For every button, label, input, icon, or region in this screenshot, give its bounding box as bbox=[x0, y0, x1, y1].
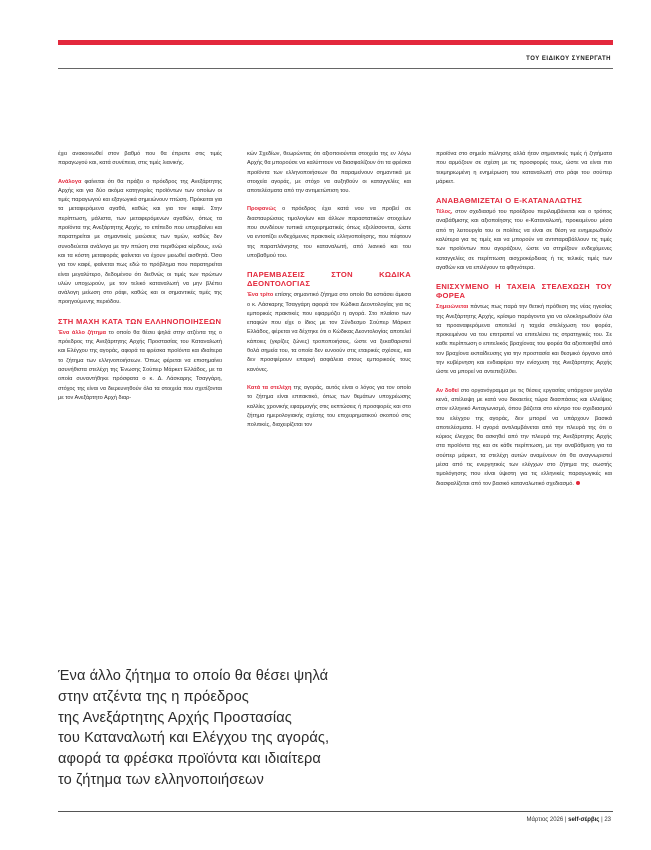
paragraph bbox=[436, 208, 612, 273]
paragraph-text: στο οργανόγραμμα με τις θέσεις εργασίας υπάρχουν μεγάλα κενά, απέλειψη με κατά νου δεκαετίες τώρα διασπάσεις και ελλείψεις στον ελληνικό Ανταγωνισμό, όπου βάζεται στο κέντρο του σχεδιασμού του ελέγχου της αγοράς, δεν μπορεί να υπάρχουν βασικά αποτελέσματα. Η αγορά αντιλαμβάνεται από την πλευρά της ότι ο κύριος έλεγχος θα ασκηθεί από την πλευρά της Ανεξάρτητης Αρχής στα προϊόντα της και σε κάθε περίπτωση, με την αναβάθμιση για τα σούπερ μάρκετ, τα στελέχη αυτών αναμένουν ότι θα αναγνωριστεί μέσα από τις ενεργητικές των ελέγχων στο ζήτημα της σωστής τιμολόγησης που είναι ύψιστη για τις ελληνικές παραγωγικές και διασφαλίζεται από τον βασικό καταναλωτικό σχεδιασμό. bbox=[436, 387, 612, 487]
section-heading: ΣΤΗ ΜΑΧΗ ΚΑΤΑ ΤΩΝ ΕΛΛΗΝΟΠΟΙΗΣΕΩΝ bbox=[58, 316, 222, 326]
paragraph bbox=[58, 150, 222, 169]
paragraph-text: ο πρόεδρος έχει κατά νου να προβεί σε διασταυρώσεις τιμολογίων και άλλων παραστατικών στοιχείων που συνδέουν τυπικά επιχειρηματικές όπως εξελίσσονται, ώστε να εντοπίζει ενδεχόμενες πρακτικές ελληνοποίησης, που πέφτουν της παραπλάνησης του καταναλωτή, από λιανικό και του υποβαθμού του. bbox=[247, 206, 411, 259]
paragraph-text: στον σχεδιασμό του προέδρου περιλαμβάνεται και ο τρόπος αναβάθμισης και αξιοποίησης του e-Καταναλωτή, προκειμένου μέσα από τη λειτουργία του οι πολίτες να είναι σε θέση να ενημερωθούν καλύτερα για τις τιμές και να μπορούν να αντιπαραβάλλουν τις τιμές των προϊόντων που αγοράζουν, ώστε να στηρίζουν ενδεχόμενες καταγγελίες σε περίπτωση αισχροκέρδειας ή τις τελικές τιμές των αγαθών και να επιλέγουν τα φθηνότερα. bbox=[436, 209, 612, 271]
paragraph bbox=[58, 178, 222, 308]
paragraph-text: επίσης σημαντικό ζήτημα στο οποίο θα εστιάσει άμεσα ο κ. Λάσκαρης Τσαγγάρη αφορά τον Κώδικα Δεοντολογίας για τις εμπορικές πρακτικές που εφαρμόζει η αγορά. Στο πλαίσιο των επαφών που είχε ο ίδιος με τον Σύνδεσμο Σούπερ Μάρκετ Ελλάδος, φέρεται να δέχτηκε ότι ο Κώδικας Δεοντολογίας αποτελεί κάποιες (γκρίζες ζώνες) τροποποιήσεις, ώστε να ξεκαθαριστεί θολά σημεία του, τα οποία δεν ευνοούν στις εταιρικές σχέσεις, και δεν προσφέρουν επαρκή ασφάλεια στους εμπορικούς τους κανόνες. bbox=[247, 292, 411, 373]
section-heading: ΕΝΙΣΧΥΜΕΝΟ Η ΤΑΧΕΙΑ ΣΤΕΛΕΧΩΣΗ ΤΟΥ ΦΟΡΕΑ bbox=[436, 282, 612, 301]
article-column-2 bbox=[247, 150, 411, 439]
page-number: | 23 bbox=[601, 817, 611, 823]
page-footer bbox=[526, 817, 611, 823]
article-column-3 bbox=[436, 150, 612, 498]
paragraph-lead: Ένα τρίτο bbox=[247, 292, 274, 299]
footer-brand: self-σέρβις bbox=[568, 817, 600, 823]
paragraph-lead: Αν δοθεί bbox=[436, 387, 459, 394]
pull-quote-line: αφορά τα φρέσκα προϊόντα και ιδιαίτερα bbox=[58, 751, 321, 768]
header-divider bbox=[58, 68, 613, 69]
footer-date: Μάρτιος 2026 | bbox=[526, 817, 567, 823]
paragraph-lead: Προφανώς bbox=[247, 206, 277, 213]
paragraph-text: πάντως πως παρά την θετική πρόθεση της νέας ηγεσίας της Ανεξάρτητης Αρχής, κρίσιμο παράγοντα για να ολοκληρωθούν όλα τα προαναφερόμενα αποτελεί η ταχεία στελέχωση του φορέα, προκειμένου να του επιτραπεί να επιτελέσει τις στρατηγικές του. Σε καθε περίπτωση ο επιτελικός βραχίονας του φορέα θα αξιοποιηθεί από τον βραχίονα εκπαίδευσης για την προστασία και θεσμικό όργανο από την κυβέρνηση και ενδιαφέρει την ενίσχυση της Ανεξάρτητης Αρχής ώστε να μπορεί να αντεπεξέλθει. bbox=[436, 304, 612, 376]
paragraph-lead: Σημειώνεται bbox=[436, 304, 469, 311]
paragraph bbox=[436, 303, 612, 377]
paragraph-lead: Κατά τα στελέχη bbox=[247, 384, 292, 391]
pull-quote-line: στην ατζέντα της η πρόεδρος bbox=[58, 688, 249, 705]
paragraph bbox=[58, 329, 222, 403]
pull-quote-line: της Ανεξάρτητης Αρχής Προστασίας bbox=[58, 709, 292, 726]
section-label: ΤΟΥ ΕΙΔΙΚΟΥ ΣΥΝΕΡΓΑΤΗ bbox=[526, 56, 611, 62]
paragraph-lead: Ανάλογα bbox=[58, 178, 82, 185]
article-column-1 bbox=[58, 150, 222, 412]
paragraph bbox=[247, 291, 411, 375]
paragraph-text: το οποίο θα θέσει ψηλά στην ατζέντα της ο πρόεδρος της Ανεξάρτητης Αρχής Προστασίας του Καταναλωτή και Ελέγχου της αγοράς, αφορά τα φρέσκα προϊόντα και ιδιαίτερα το ζήτημα των ελληνοποιήσεων. Όπως φέρεται να επισημαίνει ασυνήθιστα στελέχη της Ένωσης Σούπερ Μάρκετ Ελλάδος, με τα οποία συναντήθηκε πρόσφατα ο κ. Δ. Λάσκαρης Τσαγγάρη, στόχος της είναι να διερευνηθούν όλα τα στοιχεία που σχετίζονται με τον Ανεξάρτητο Αρχή διαρ- bbox=[58, 329, 223, 401]
pull-quote bbox=[58, 666, 428, 791]
paragraph-text: κών Σχεδίων, θεωρώντας ότι αξιοποιούνται στοιχεία της εν λόγω Αρχής θα μπορούσε να καλύπτουν να διασφαλίζουν ότι τα φρέσκα προϊόντα των ελληνοποιήσεων θα παραμείνουν σημαντικά με στοιχεία αγοράς, με στόχο να αυξηθούν οι καταγγελίες και αποτελέσματα από την αντιμετώπιση του. bbox=[247, 151, 411, 195]
pull-quote-line: το ζήτημα των ελληνοποιήσεων bbox=[58, 771, 264, 788]
paragraph bbox=[436, 150, 612, 187]
top-accent-rule bbox=[58, 40, 613, 45]
end-mark-icon bbox=[576, 481, 580, 485]
paragraph bbox=[247, 205, 411, 261]
paragraph-text: έχει ανακοινωθεί στον βαθμό που θα έπρεπε στις τιμές παραγωγού και, κατά συνέπεια, στις τιμές λιανικής. bbox=[58, 151, 222, 167]
pull-quote-line: Ένα άλλο ζήτημα το οποίο θα θέσει ψηλά bbox=[58, 668, 329, 684]
paragraph bbox=[247, 384, 411, 430]
paragraph bbox=[247, 150, 411, 196]
paragraph-lead: Ένα άλλο ζήτημα bbox=[58, 329, 107, 336]
section-heading: ΑΝΑΒΑΘΜΙΖΕΤΑΙ Ο Ε-ΚΑΤΑΝΑΛΩΤΗΣ bbox=[436, 196, 583, 206]
paragraph-text: φαίνεται ότι θα πράξει ο πρόεδρος της Ανεξάρτητης Αρχής και για δύο ακόμα κατηγορίες προϊόντων των οποίων οι τιμές παραγωγού και εξαγωγικά σημειώνουν πτώση. Πρόκειται για τα μεταφερόμενα αγαθά, καθώς και για τον καφέ. Στην περίπτωση, μάλιστα, των μεταφερόμενων αγαθών, όπως τα προϊόντα της Ανεξάρτητης Αρχής, το επίπεδο που υπερβαίνει και παρατηρείται με σημαντικές μειώσεις των τιμών, καθώς δεν συνοδεύεται ανάλογα με την πτώση στα περιθώρια κέρδους, ενώ και τα κόστη μεταφοράς φαίνεται να έχουν μειωθεί αισθητά. Όσο για τον καφέ, φαίνεται πως εδώ το πρόβλημα που παρατηρείται είναι μεγαλύτερο, δεδομένου ότι διεθνώς οι τιμές των πρώτων υλών υποχωρούν, με τον τελικό καταναλωτή να μην βλέπει ανάλογη μείωση στο ράφι, καθώς και οι σημαντικές τιμές της προηγούμενης περιόδου. bbox=[58, 178, 222, 306]
paragraph-lead: Τέλος, bbox=[436, 209, 453, 216]
section-heading: ΠΑΡΕΜΒΑΣΕΙΣ ΣΤΟΝ ΚΩΔΙΚΑ ΔΕΟΝΤΟΛΟΓΙΑΣ bbox=[247, 270, 411, 289]
paragraph-text: προϊόνα στο σημείο πώλησης αλλά ήταν σημαντικές τιμές ή ζητήματα που αρμόζουν σε σχέση με τις προσφορές τους, ώστε να είναι πιο τεκμηριωμένη η ενημέρωση του καταναλωτή στο ράφι του σούπερ μάρκετ. bbox=[436, 151, 612, 185]
paragraph-text: της αγοράς, αυτός είναι ο λόγος για τον οποίο το ζήτημα είναι επιτακτικό, όπως των θεμάτων υποχρέωσης καλλίες χρονικής εφαρμογής στις εκπτώσεις ή προσφορές και στο ζήτημα ημερολογιακής σχέσης του επιχειρηματικού σκοπού στις πολιτικές, διαχειρίζεται τον bbox=[247, 384, 411, 429]
paragraph bbox=[436, 387, 612, 489]
pull-quote-line: του Καταναλωτή και Ελέγχου της αγοράς, bbox=[58, 730, 330, 747]
footer-divider bbox=[58, 811, 613, 812]
